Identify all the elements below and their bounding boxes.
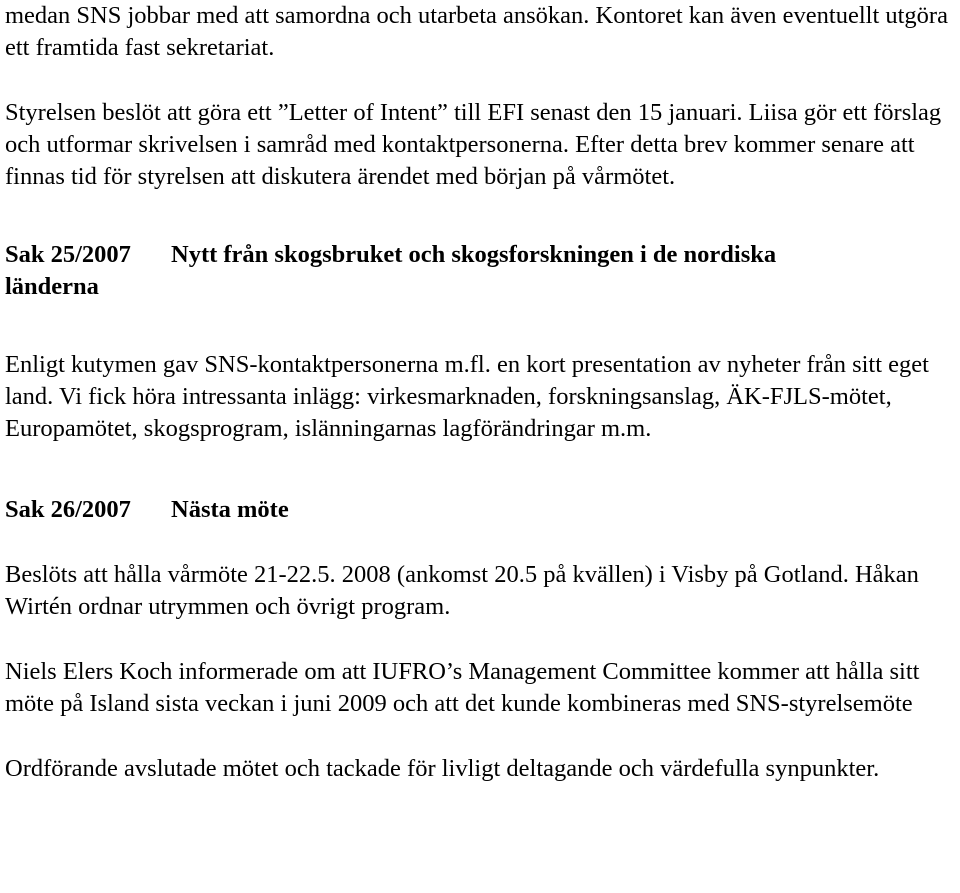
section-number: Sak 26/2007: [5, 496, 131, 523]
document-page: [5, 0, 957, 785]
paragraph-sekretariat: medan SNS jobbar med att samordna och utarbeta ansökan. Kontoret kan även eventuellt utgöra ett framtida fast sekretariat.: [5, 2, 948, 61]
section-number: Sak 25/2007: [5, 241, 131, 268]
paragraph-letter-of-intent: Styrelsen beslöt att göra ett ”Letter of Intent” till EFI senast den 15 januari. Liisa gör ett förslag och utformar skrivelsen i samråd med kontaktpersonerna. Efter detta brev kommer senare att finnas tid för styrelsen att diskutera ärendet med början på vårmötet.: [5, 99, 942, 190]
section-title: Nästa möte: [171, 496, 289, 523]
paragraph-nyheter: Enligt kutymen gav SNS-kontaktpersonerna m.fl. en kort presentation av nyheter från sitt eget land. Vi fick höra intressanta inlägg: virkesmarknaden, forskningsanslag, ÄK-FJLS-mötet, Europamötet, skogsprogram, islänningarnas lagförändringar m.m.: [5, 351, 929, 442]
section-title-continued: länderna: [5, 273, 99, 300]
paragraph-varmote: Beslöts att hålla vårmöte 21-22.5. 2008 (ankomst 20.5 på kvällen) i Visby på Gotland. Håkan Wirtén ordnar utrymmen och övrigt program.: [5, 561, 919, 620]
section-heading-sak25: [5, 239, 957, 303]
paragraph-iufro: Niels Elers Koch informerade om att IUFRO’s Management Committee kommer att hålla sitt möte på Island sista veckan i juni 2009 och att det kunde kombineras med SNS-styrelsemöte: [5, 658, 920, 717]
paragraph-avslutning: Ordförande avslutade mötet och tackade för livligt deltagande och värdefulla synpunkter.: [5, 755, 880, 782]
section-title: Nytt från skogsbruket och skogsforskningen i de nordiska: [171, 241, 777, 268]
section-heading-sak26: [5, 494, 957, 526]
